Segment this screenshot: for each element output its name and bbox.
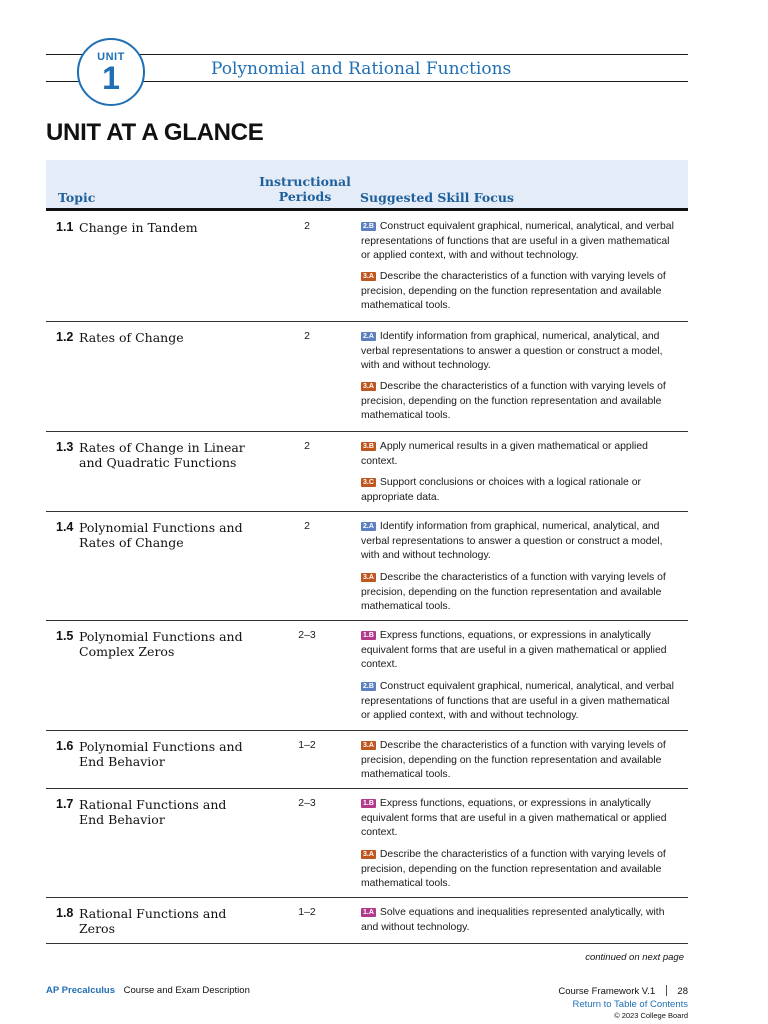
topic-name-line2: Complex Zeros (79, 644, 175, 659)
table-row (46, 512, 688, 621)
table-row (46, 432, 688, 512)
footer-right (558, 985, 688, 997)
instructional-periods: 1–2 (298, 906, 316, 918)
instructional-periods: 2 (304, 220, 310, 232)
skill-focus (361, 270, 681, 314)
topic-number: 1.7 (56, 797, 74, 811)
table-row (46, 212, 688, 322)
topic-name (56, 739, 256, 769)
skill-code-badge: 3.A (363, 273, 374, 280)
skill-text: Identify information from graphical, numerical, analytical, and verbal representations to answer a question or construct a model, with and without technology. (361, 331, 663, 371)
skill-focus (361, 330, 681, 374)
skill-text: Apply numerical results in a given mathematical or applied context. (361, 441, 648, 467)
topic-name-line1: Rational Functions and (79, 906, 227, 921)
skill-text: Express functions, equations, or expressions in analytically equivalent forms that are useful in a given mathematical or applied context. (361, 630, 667, 670)
instructional-periods: 2 (304, 520, 310, 532)
page-title: UNIT AT A GLANCE (46, 119, 264, 146)
instructional-periods: 2 (304, 330, 310, 342)
skill-code-badge: 1.B (363, 632, 374, 639)
topic-name (56, 797, 256, 827)
topic-name-line2: Rates of Change (79, 535, 184, 550)
topic-cell (56, 330, 256, 345)
skill-text: Describe the characteristics of a function with varying levels of precision, depending on the function representation and available mathematical tools. (361, 849, 666, 889)
topic-cell (56, 629, 256, 659)
topic-name-line1: Rational Functions and (79, 797, 227, 812)
skill-text: Construct equivalent graphical, numerical, analytical, and verbal representations of functions that are useful in a given mathematical or applied context, with and without technology. (361, 221, 674, 261)
topic-name-line2: and Quadratic Functions (79, 455, 237, 470)
unit-badge (77, 38, 145, 106)
skill-focus (361, 739, 681, 783)
topic-name-line1: Rates of Change in Linear (79, 440, 245, 455)
skill-code-badge: 3.A (363, 742, 374, 749)
skill-text: Describe the characteristics of a function with varying levels of precision, depending on the function representation and available mathematical tools. (361, 740, 666, 780)
table-header (46, 160, 688, 211)
skill-code-badge: 2.A (363, 523, 374, 530)
table-row (46, 621, 688, 731)
topic-name-line1: Change in Tandem (79, 220, 198, 235)
skill-focus (361, 797, 681, 841)
skill-code-badge: 3.A (363, 383, 374, 390)
unit-number: 1 (102, 60, 120, 96)
skill-code-badge: 3.B (363, 443, 374, 450)
skill-focus (361, 440, 681, 469)
table-row (46, 898, 688, 944)
column-header-periods-line2: Periods (278, 189, 332, 204)
skill-focus (361, 629, 681, 673)
instructional-periods: 1–2 (298, 739, 316, 751)
topic-number: 1.6 (56, 739, 74, 753)
unit-title: Polynomial and Rational Functions (211, 59, 512, 79)
skill-text: Describe the characteristics of a function with varying levels of precision, depending on the function representation and available mathematical tools. (361, 271, 666, 311)
skill-code-badge: 3.A (363, 851, 374, 858)
footer-left (46, 985, 250, 996)
table-row (46, 789, 688, 898)
skill-code-badge: 1.A (363, 909, 374, 916)
instructional-periods: 2–3 (298, 629, 316, 641)
skill-text: Identify information from graphical, numerical, analytical, and verbal representations to answer a question or construct a model, with and without technology. (361, 521, 663, 561)
topic-number: 1.8 (56, 906, 74, 920)
topic-name-line1: Rates of Change (79, 330, 184, 345)
column-header-topic: Topic (58, 190, 96, 205)
skill-code-badge: 1.B (363, 800, 374, 807)
topic-name (56, 330, 256, 345)
skill-focus (361, 520, 681, 564)
topic-name (56, 440, 256, 470)
topic-name-line1: Polynomial Functions and (79, 520, 243, 535)
table-row (46, 731, 688, 789)
instructional-periods: 2–3 (298, 797, 316, 809)
skill-focus (361, 380, 681, 424)
topic-cell (56, 220, 256, 235)
topic-number: 1.3 (56, 440, 74, 454)
skill-focus (361, 476, 681, 505)
skill-text: Describe the characteristics of a function with varying levels of precision, depending on the function representation and available mathematical tools. (361, 381, 666, 421)
footer-brand: AP Precalculus (46, 985, 116, 996)
topic-cell (56, 906, 256, 936)
skill-focus (361, 220, 681, 264)
topic-name-line2: Zeros (79, 921, 115, 936)
topic-name-line2: End Behavior (79, 812, 165, 827)
topic-number: 1.4 (56, 520, 74, 534)
topic-name (56, 520, 256, 550)
skill-code-badge: 2.B (363, 683, 374, 690)
return-to-toc-link[interactable]: Return to Table of Contents (572, 999, 688, 1010)
skill-code-badge: 2.A (363, 333, 374, 340)
topic-name-line2: End Behavior (79, 754, 165, 769)
table-row (46, 322, 688, 432)
copyright: © 2023 College Board (614, 1011, 688, 1020)
topic-number: 1.5 (56, 629, 74, 643)
skill-text: Solve equations and inequalities represented analytically, with and without technology. (361, 907, 665, 933)
instructional-periods: 2 (304, 440, 310, 452)
skill-code-badge: 3.A (363, 574, 374, 581)
column-header-skill: Suggested Skill Focus (360, 190, 514, 205)
skill-focus (361, 906, 681, 935)
skill-code-badge: 2.B (363, 223, 374, 230)
page-number: 28 (677, 986, 688, 997)
skill-focus (361, 680, 681, 724)
topic-cell (56, 739, 256, 769)
column-header-periods (246, 174, 364, 204)
topic-cell (56, 520, 256, 550)
continued-note: continued on next page (585, 952, 684, 963)
skill-text: Support conclusions or choices with a logical rationale or appropriate data. (361, 477, 641, 503)
topic-name (56, 906, 256, 936)
topic-number: 1.2 (56, 330, 74, 344)
skill-text: Express functions, equations, or expressions in analytically equivalent forms that are useful in a given mathematical or applied context. (361, 798, 667, 838)
skill-code-badge: 3.C (363, 479, 374, 486)
topic-name (56, 629, 256, 659)
topic-cell (56, 440, 256, 470)
skill-text: Construct equivalent graphical, numerical, analytical, and verbal representations of functions that are useful in a given mathematical or applied context, with and without technology. (361, 681, 674, 721)
footer-divider (666, 985, 667, 996)
unit-word: UNIT (97, 51, 125, 63)
footer-framework: Course Framework V.1 (558, 986, 656, 997)
topic-name (56, 220, 256, 235)
skill-focus (361, 571, 681, 615)
topic-number: 1.1 (56, 220, 74, 234)
topic-name-line1: Polynomial Functions and (79, 739, 243, 754)
column-header-periods-line1: Instructional (259, 174, 351, 189)
topic-name-line1: Polynomial Functions and (79, 629, 243, 644)
footer-doc-name: Course and Exam Description (123, 985, 250, 996)
skill-focus (361, 848, 681, 892)
topic-cell (56, 797, 256, 827)
skill-text: Describe the characteristics of a function with varying levels of precision, depending on the function representation and available mathematical tools. (361, 572, 666, 612)
